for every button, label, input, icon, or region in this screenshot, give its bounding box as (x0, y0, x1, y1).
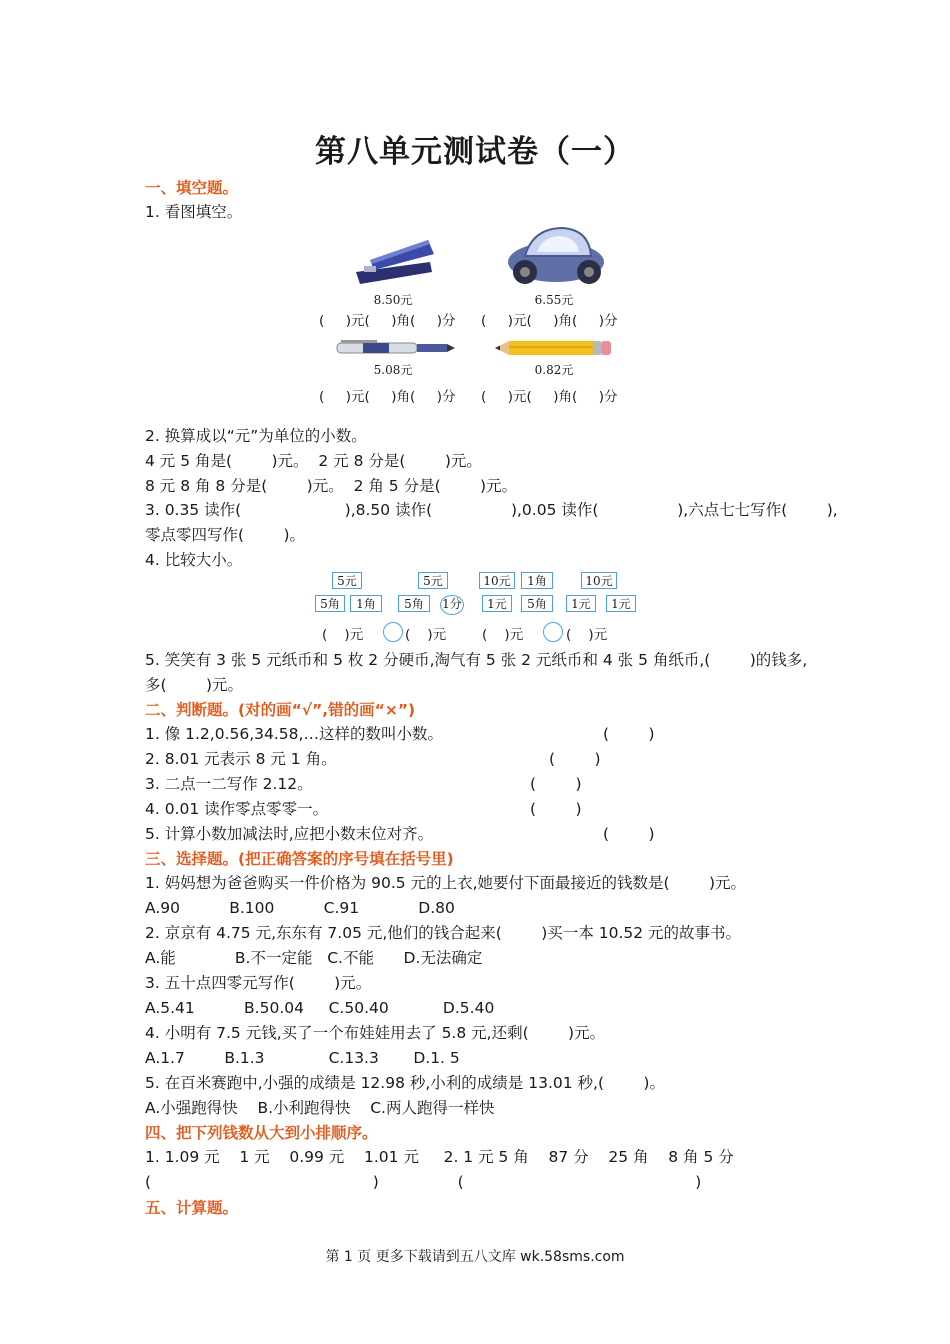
tf-mark: ( ) (530, 800, 582, 818)
tf-mark: ( ) (549, 750, 601, 768)
answer-blank: ( )元( )角( )分 (481, 313, 618, 329)
money-box: 5元 (332, 572, 362, 589)
answer-blank: ( )元( )角( )分 (481, 389, 618, 405)
question-5-cont: 多( )元。 (145, 676, 244, 694)
money-box: 5角 (315, 595, 345, 612)
choice-options: A.90 B.100 C.91 D.80 (145, 899, 455, 917)
tf-item: 3. 二点一二写作 2.12。 (145, 775, 313, 793)
choice-question: 3. 五十点四零元写作( )元。 (145, 974, 372, 992)
answer-blank: ( )元( )角( )分 (319, 313, 456, 329)
money-box: 5角 (521, 595, 553, 612)
question-5: 5. 笑笑有 3 张 5 元纸币和 5 枚 2 分硬币,淘气有 5 张 2 元纸币和 4 张 5 角纸币,( )的钱多, (145, 651, 808, 669)
choice-options: A.1.7 B.1.3 C.13.3 D.1. 5 (145, 1049, 460, 1067)
page-title: 第八单元测试卷（一） (315, 134, 635, 170)
tf-item: 2. 8.01 元表示 8 元 1 角。 (145, 750, 337, 768)
tf-item: 1. 像 1.2,0.56,34.58,…这样的数叫小数。 (145, 725, 443, 743)
money-box: 1元 (606, 595, 636, 612)
toy-car-icon (503, 222, 609, 288)
tf-mark: ( ) (603, 825, 655, 843)
price-label: 5.08元 (373, 363, 413, 377)
choice-options: A.5.41 B.50.04 C.50.40 D.5.40 (145, 999, 495, 1017)
money-box: 1分 (440, 595, 464, 615)
choice-options: A.能 B.不一定能 C.不能 D.无法确定 (145, 949, 483, 967)
answer-blank: ( )元 (482, 627, 524, 643)
question-3: 3. 0.35 读作( ),8.50 读作( ),0.05 读作( ),六点七七写作( ), (145, 501, 838, 519)
question-2: 2. 换算成以“元”为单位的小数。 (145, 427, 367, 445)
answer-blank: ( )元( )角( )分 (319, 389, 456, 405)
money-box: 10元 (479, 572, 515, 589)
price-label: 6.55元 (534, 293, 574, 307)
question-3-cont: 零点零四写作( )。 (145, 526, 306, 544)
tf-item: 5. 计算小数加减法时,应把小数末位对齐。 (145, 825, 434, 843)
page-footer: 第 1 页 更多下载请到五八文库 wk.58sms.com (325, 1249, 625, 1265)
answer-blank: ( )元 (566, 627, 608, 643)
choice-question: 4. 小明有 7.5 元钱,买了一个布娃娃用去了 5.8 元,还剩( )元。 (145, 1024, 606, 1042)
ordering-blanks: ( ) ( ) (145, 1173, 702, 1191)
answer-blank: ( )元 (322, 627, 364, 643)
stapler-icon (350, 232, 436, 288)
choice-question: 1. 妈妈想为爸爸购买一件价格为 90.5 元的上衣,她要付下面最接近的钱数是( )元。 (145, 874, 747, 892)
compare-circle (383, 622, 403, 642)
question-2b: 8 元 8 角 8 分是( )元。 2 角 5 分是( )元。 (145, 477, 518, 495)
money-box: 5元 (418, 572, 448, 589)
section-heading-choice: 三、选择题。(把正确答案的序号填在括号里) (145, 850, 454, 868)
money-box: 10元 (581, 572, 617, 589)
money-box: 1角 (350, 595, 382, 612)
question-4: 4. 比较大小。 (145, 551, 243, 569)
section-heading-calculation: 五、计算题。 (145, 1199, 239, 1217)
answer-blank: ( )元 (405, 627, 447, 643)
money-box: 1元 (482, 595, 512, 612)
question-1: 1. 看图填空。 (145, 203, 243, 221)
money-box: 1元 (566, 595, 596, 612)
choice-question: 2. 京京有 4.75 元,东东有 7.05 元,他们的钱合起来( )买一本 10.52 元的故事书。 (145, 924, 742, 942)
choice-options: A.小强跑得快 B.小利跑得快 C.两人跑得一样快 (145, 1099, 495, 1117)
pencil-icon (493, 339, 613, 357)
price-label: 0.82元 (534, 363, 574, 377)
pen-icon (333, 339, 457, 357)
section-heading-ordering: 四、把下列钱数从大到小排顺序。 (145, 1124, 378, 1142)
price-label: 8.50元 (373, 293, 413, 307)
tf-mark: ( ) (603, 725, 655, 743)
section-heading-true-false: 二、判断题。(对的画“√”,错的画“×”) (145, 701, 416, 719)
section-heading-fill-blank: 一、填空题。 (145, 179, 239, 197)
ordering-question: 1. 1.09 元 1 元 0.99 元 1.01 元 2. 1 元 5 角 87 分 25 角 8 角 5 分 (145, 1148, 734, 1166)
money-box: 5角 (398, 595, 430, 612)
compare-circle (543, 622, 563, 642)
choice-question: 5. 在百米赛跑中,小强的成绩是 12.98 秒,小利的成绩是 13.01 秒,( )。 (145, 1074, 665, 1092)
tf-mark: ( ) (530, 775, 582, 793)
tf-item: 4. 0.01 读作零点零零一。 (145, 800, 329, 818)
money-box: 1角 (521, 572, 553, 589)
question-2a: 4 元 5 角是( )元。 2 元 8 分是( )元。 (145, 452, 482, 470)
